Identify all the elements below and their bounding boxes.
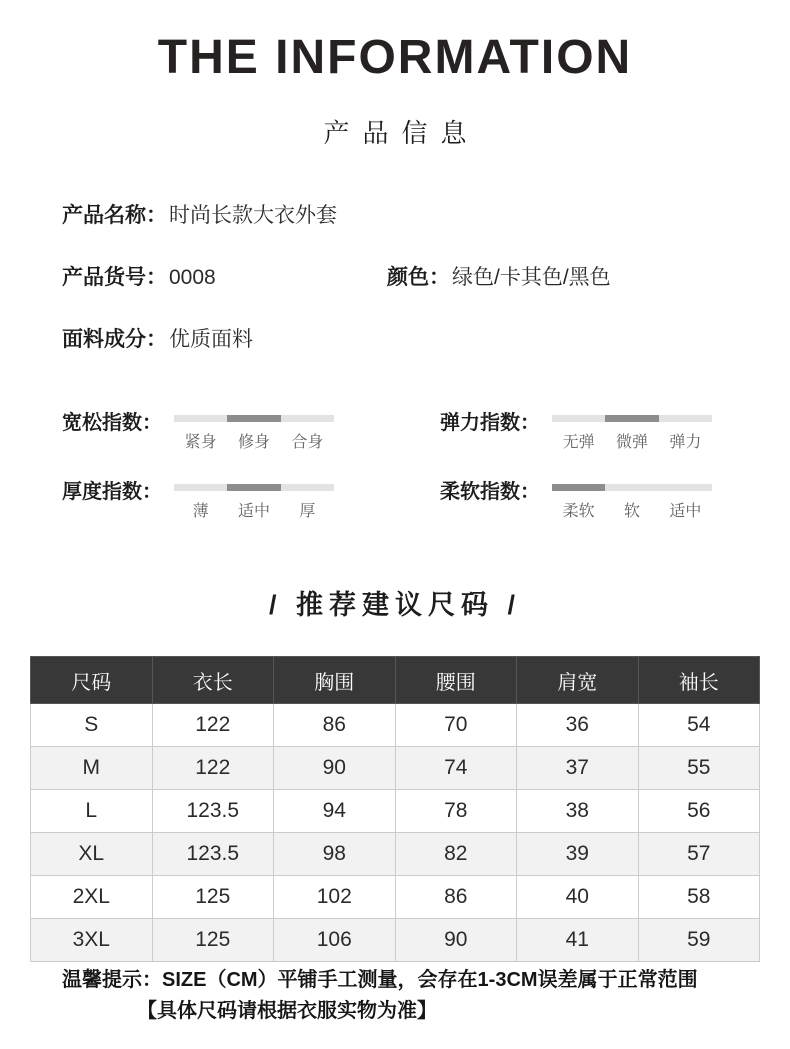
bar-segment (605, 415, 658, 422)
table-cell: 82 (395, 833, 517, 876)
level-label: 无弹 (562, 434, 595, 451)
table-cell: XL (31, 833, 153, 876)
table-cell: 70 (395, 704, 517, 747)
table-row (31, 919, 760, 962)
table-cell: 122 (152, 747, 274, 790)
level-label: 柔软 (562, 503, 595, 520)
product-fabric-row (62, 327, 253, 353)
level-label: 紧身 (184, 434, 217, 451)
column-header: 胸围 (274, 657, 396, 704)
product-sku-label: 产品货号： (62, 266, 167, 289)
bar-segment (659, 484, 712, 491)
table-cell: 106 (274, 919, 396, 962)
thickness-index-levels (174, 498, 334, 521)
bar-segment (281, 484, 334, 491)
table-cell: 123.5 (152, 790, 274, 833)
bar-segment (174, 415, 227, 422)
table-cell: 39 (517, 833, 639, 876)
level-label: 弹力 (669, 434, 702, 451)
product-color-value: 绿色/卡其色/黑色 (452, 266, 611, 289)
table-cell: 90 (274, 747, 396, 790)
product-name-value: 时尚长款大衣外套 (169, 204, 337, 227)
looseness-index (62, 406, 402, 466)
table-cell: 38 (517, 790, 639, 833)
size-note-line1: 温馨提示：SIZE（CM）平铺手工测量，会存在1-3CM误差属于正常范围 (62, 969, 698, 991)
table-cell: 55 (638, 747, 760, 790)
column-header: 尺码 (31, 657, 153, 704)
thickness-index-label: 厚度指数： (62, 481, 162, 503)
table-cell: 123.5 (152, 833, 274, 876)
table-cell: 86 (395, 876, 517, 919)
product-fabric-value: 优质面料 (169, 328, 253, 351)
bar-segment (227, 484, 280, 491)
table-cell: M (31, 747, 153, 790)
table-cell: 36 (517, 704, 639, 747)
product-name-row (62, 203, 337, 229)
table-cell: 41 (517, 919, 639, 962)
table-cell: 2XL (31, 876, 153, 919)
table-row (31, 833, 760, 876)
bar-segment (659, 415, 712, 422)
size-section-title: / 推荐建议尺码 / (268, 590, 521, 620)
column-header: 袖长 (638, 657, 760, 704)
thickness-index (62, 475, 402, 535)
size-table (30, 656, 760, 962)
table-cell: 3XL (31, 919, 153, 962)
page-subtitle: 产品信息 (323, 118, 480, 148)
bar-segment (605, 484, 658, 491)
table-cell: 78 (395, 790, 517, 833)
level-label: 薄 (192, 503, 209, 520)
table-row (31, 747, 760, 790)
table-cell: 102 (274, 876, 396, 919)
table-row (31, 790, 760, 833)
column-header: 肩宽 (517, 657, 639, 704)
table-cell: 86 (274, 704, 396, 747)
column-header: 衣长 (152, 657, 274, 704)
table-cell: 57 (638, 833, 760, 876)
product-sku-value: 0008 (169, 266, 216, 289)
column-header: 腰围 (395, 657, 517, 704)
product-color-row (387, 265, 611, 291)
product-color-label: 颜色： (387, 266, 450, 289)
bar-segment (227, 415, 280, 422)
level-label: 修身 (237, 434, 270, 451)
table-row (31, 704, 760, 747)
elasticity-index (440, 406, 780, 466)
table-cell: 56 (638, 790, 760, 833)
product-sku-row (62, 265, 216, 291)
softness-index (440, 475, 780, 535)
table-cell: 122 (152, 704, 274, 747)
level-label: 合身 (291, 434, 324, 451)
size-table-header-row (31, 657, 760, 704)
level-label: 适中 (237, 503, 270, 520)
product-name-label: 产品名称： (62, 204, 167, 227)
table-cell: 40 (517, 876, 639, 919)
table-cell: 98 (274, 833, 396, 876)
elasticity-index-label: 弹力指数： (440, 412, 540, 434)
page-title: THE INFORMATION (157, 31, 633, 84)
bar-segment (552, 415, 605, 422)
level-label: 微弹 (615, 434, 648, 451)
table-row (31, 876, 760, 919)
table-cell: L (31, 790, 153, 833)
level-label: 适中 (669, 503, 702, 520)
table-cell: S (31, 704, 153, 747)
product-fabric-label: 面料成分： (62, 328, 167, 351)
size-note-line2: 【具体尺码请根据衣服实物为准】 (137, 1000, 437, 1022)
table-cell: 37 (517, 747, 639, 790)
table-cell: 59 (638, 919, 760, 962)
bar-segment (174, 484, 227, 491)
level-label: 厚 (299, 503, 316, 520)
table-cell: 54 (638, 704, 760, 747)
softness-index-label: 柔软指数： (440, 481, 540, 503)
looseness-index-levels (174, 429, 334, 452)
looseness-index-bar (174, 415, 334, 422)
looseness-index-label: 宽松指数： (62, 412, 162, 434)
table-cell: 58 (638, 876, 760, 919)
table-cell: 94 (274, 790, 396, 833)
bar-segment (552, 484, 605, 491)
bar-segment (281, 415, 334, 422)
elasticity-index-bar (552, 415, 712, 422)
table-cell: 90 (395, 919, 517, 962)
table-cell: 74 (395, 747, 517, 790)
level-label: 软 (623, 503, 640, 520)
softness-index-bar (552, 484, 712, 491)
table-cell: 125 (152, 919, 274, 962)
table-cell: 125 (152, 876, 274, 919)
thickness-index-bar (174, 484, 334, 491)
elasticity-index-levels (552, 429, 712, 452)
softness-index-levels (552, 498, 712, 521)
